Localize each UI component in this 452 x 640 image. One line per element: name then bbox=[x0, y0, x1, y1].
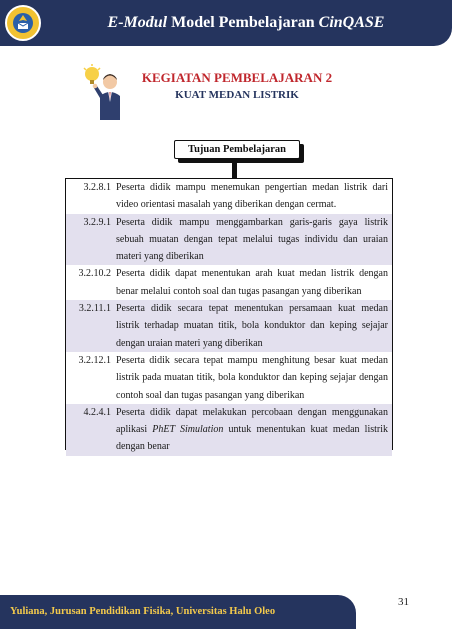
objective-text-app: PhET Simulation bbox=[152, 424, 224, 436]
objective-row bbox=[66, 404, 392, 456]
objective-text: Peserta didik secara tepat mampu menghitung besar kuat medan listrik pada muatan titik, bola konduktor dan keping sejajar dengan contoh soal dan tugas pasangan yang diberikan bbox=[116, 354, 388, 401]
module-title-italic: E-Modul bbox=[107, 14, 168, 31]
objective-number: 3.2.12.1 bbox=[78, 354, 111, 366]
objective-text: Peserta didik secara tepat menentukan persamaan kuat medan listrik terhadap muatan titik, bola konduktor dan keping sejajar dengan uraian materi yang diberikan bbox=[116, 303, 388, 349]
objective-text bbox=[116, 404, 392, 456]
activity-subtitle: KUAT MEDAN LISTRIK bbox=[175, 89, 299, 101]
module-title bbox=[50, 0, 442, 46]
module-title-end: CinQASE bbox=[318, 14, 385, 31]
objective-row bbox=[66, 352, 392, 404]
objective-text-post: untuk menentukan kuat medan listrik dengan benar bbox=[116, 424, 388, 453]
objective-text: Peserta didik mampu menemukan pengertian medan listrik dari video orientasi masalah yang diberikan dengan cermat. bbox=[116, 182, 388, 211]
objective-row bbox=[66, 265, 392, 300]
objective-number: 3.2.10.2 bbox=[78, 268, 111, 280]
objective-number: 4.2.4.1 bbox=[83, 406, 111, 418]
objective-row bbox=[66, 214, 392, 266]
university-logo-icon bbox=[5, 5, 41, 41]
module-title-mid: Model Pembelajaran bbox=[167, 14, 319, 31]
teacher-illustration-icon bbox=[82, 64, 128, 120]
objective-row bbox=[66, 179, 392, 214]
objective-number: 3.2.8.1 bbox=[83, 182, 111, 193]
connector-line bbox=[232, 160, 237, 178]
activity-title: KEGIATAN PEMBELAJARAN 2 bbox=[141, 70, 333, 85]
header-banner bbox=[0, 0, 452, 46]
objective-label: Tujuan Pembelajaran bbox=[174, 140, 300, 159]
objective-text: Peserta didik mampu menggambarkan garis-garis gaya listrik sebuah muatan dengan tepat melalui tugas individu dan uraian materi yang diberikan bbox=[116, 216, 388, 263]
objectives-table bbox=[65, 178, 393, 453]
footer-banner bbox=[0, 595, 356, 629]
objective-number: 3.2.9.1 bbox=[83, 216, 111, 228]
objective-text-pre: Peserta didik dapat melakukan percobaan dengan menggunakan aplikasi bbox=[116, 406, 388, 436]
objective-number: 3.2.11.1 bbox=[78, 303, 111, 315]
page-number: 31 bbox=[398, 596, 409, 608]
objective-text: Peserta didik dapat menentukan arah kuat medan listrik dengan benar melalui contoh soal dan tugas pasangan yang diberikan bbox=[116, 268, 388, 297]
objective-row bbox=[66, 300, 392, 352]
footer-author: Yuliana, Jurusan Pendidikan Fisika, Universitas Halu Oleo bbox=[10, 606, 276, 617]
